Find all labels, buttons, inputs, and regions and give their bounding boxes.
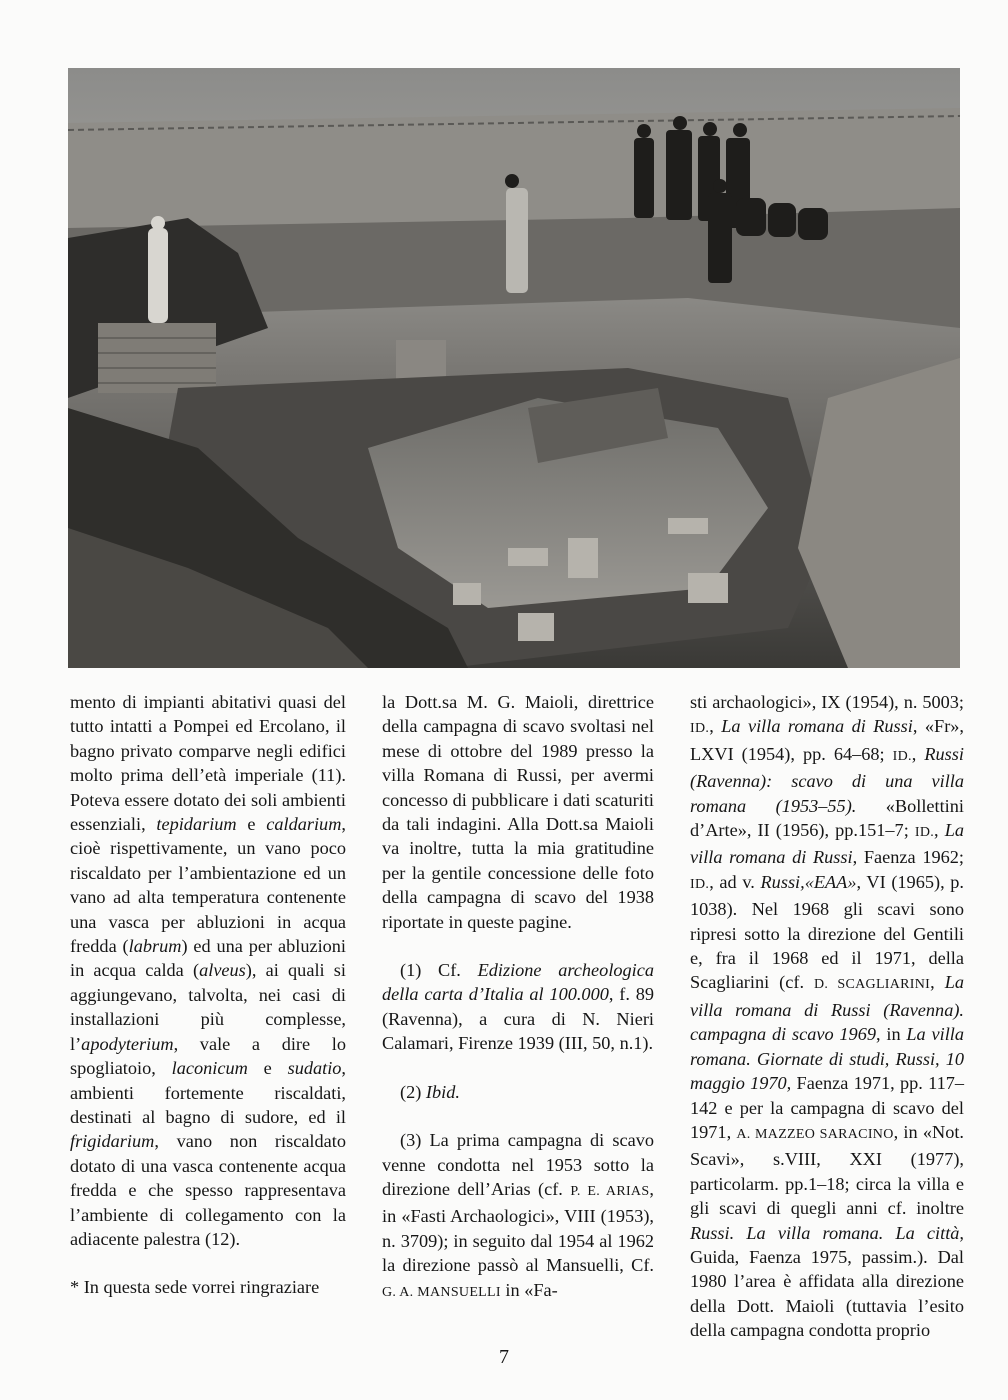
footnote-1: (1) Cf. Edizione archeologica della carta d’Italia al 100.000, f. 89 (Ravenna), a cura di N. Nieri Calamari, Firenze 1939 (III, 50, n.1). xyxy=(382,960,655,1054)
footnote-acknowledgement: * In questa sede vorrei ringraziare xyxy=(70,1277,320,1298)
footnote-2: (2) Ibid. xyxy=(400,1081,460,1102)
text-column-1 xyxy=(70,690,346,1300)
excavation-photo-image xyxy=(68,68,960,668)
text-column-3 xyxy=(690,690,964,1343)
page-number: 7 xyxy=(499,1346,509,1368)
text-column-2 xyxy=(382,690,654,1305)
acknowledgement-continuation: la Dott.sa M. G. Maioli, direttrice della campagna di scavo svoltasi nel mese di ottobre del 1989 presso la villa Romana di Russi, per avermi concesso di pubblicare i dati scaturiti da tali indagini. Alla Dott.sa Maioli va inoltre, tutta la mia gratitudine per la gentile concessione delle foto della campagna di scavo del 1938 riportate in queste pagine. xyxy=(382,692,654,932)
excavation-photo xyxy=(68,68,960,668)
footnote-3-continuation: sti archaologici», IX (1954), n. 5003; ID., La villa romana di Russi, «Fr», LXVI (1954), pp. 64–68; ID., Russi (Ravenna): scavo di una villa romana (1953–55). «Bollettini d’Arte», II (1956), pp.151–7; ID., La villa romana di Russi, Faenza 1962; ID., ad v. Russi,«EAA», VI (1965), p. 1038). Nel 1968 gli scavi sono ripresi sotto la direzione del Gentili e, fra il 1968 ed il 1971, della Scagliarini (cf. D. SCAGLIARINI, La villa romana di Russi (Ravenna). campagna di scavo 1969, in La villa romana. Giornate di studi, Russi, 10 maggio 1970, Faenza 1971, pp. 117–142 e per la campagna di scavo del 1971, A. MAZZEO SARACINO, in «Not. Scavi», s.VIII, XXI (1977), particolarm. pp.1–18; circa la villa e gli scavi di quegli anni cf. inoltre Russi. La villa romana. La città, Guida, Faenza 1975, passim.). Dal 1980 l’area è affidata alla direzione della Dott. Maioli (tuttavia l’esito della campagna condotta proprio xyxy=(690,692,965,1341)
paragraph: mento di impianti abitativi quasi del tutto intatti a Pompei ed Ercolano, il bagno privato comparve negli edifici molto prima dell’età imperiale (11). Poteva essere dotato dei soli ambienti essenziali, tepidarium e caldarium, cioè rispettivamente, un vano poco riscaldato per l’ambientazione ed un vano ad alta temperatura contenente una vasca per abluzioni in acqua fredda (labrum) ed una per abluzioni in acqua calda (alveus), ai quali si aggiungevano, talvolta, nei casi di installazioni più complesse, l’apodyterium, vale a dire lo spogliatoio, laconicum e sudatio, ambienti fortemente riscaldati, destinati al bagno di sudore, ed il frigidarium, vano non riscaldato dotato di una vasca contenente acqua fredda e che spesso rappresentava l’ambiente di collegamento con la adiacente palestra (12). xyxy=(70,692,347,1249)
footnote-3: (3) La prima campagna di scavo venne condotta nel 1953 sotto la direzione dell’Arias (cf. P. E. ARIAS, in «Fasti Archaologici», VIII (1953), n. 3709); in seguito dal 1954 al 1962 la direzione passò al Mansuelli, Cf. G. A. MANSUELLI in «Fa- xyxy=(382,1130,654,1300)
